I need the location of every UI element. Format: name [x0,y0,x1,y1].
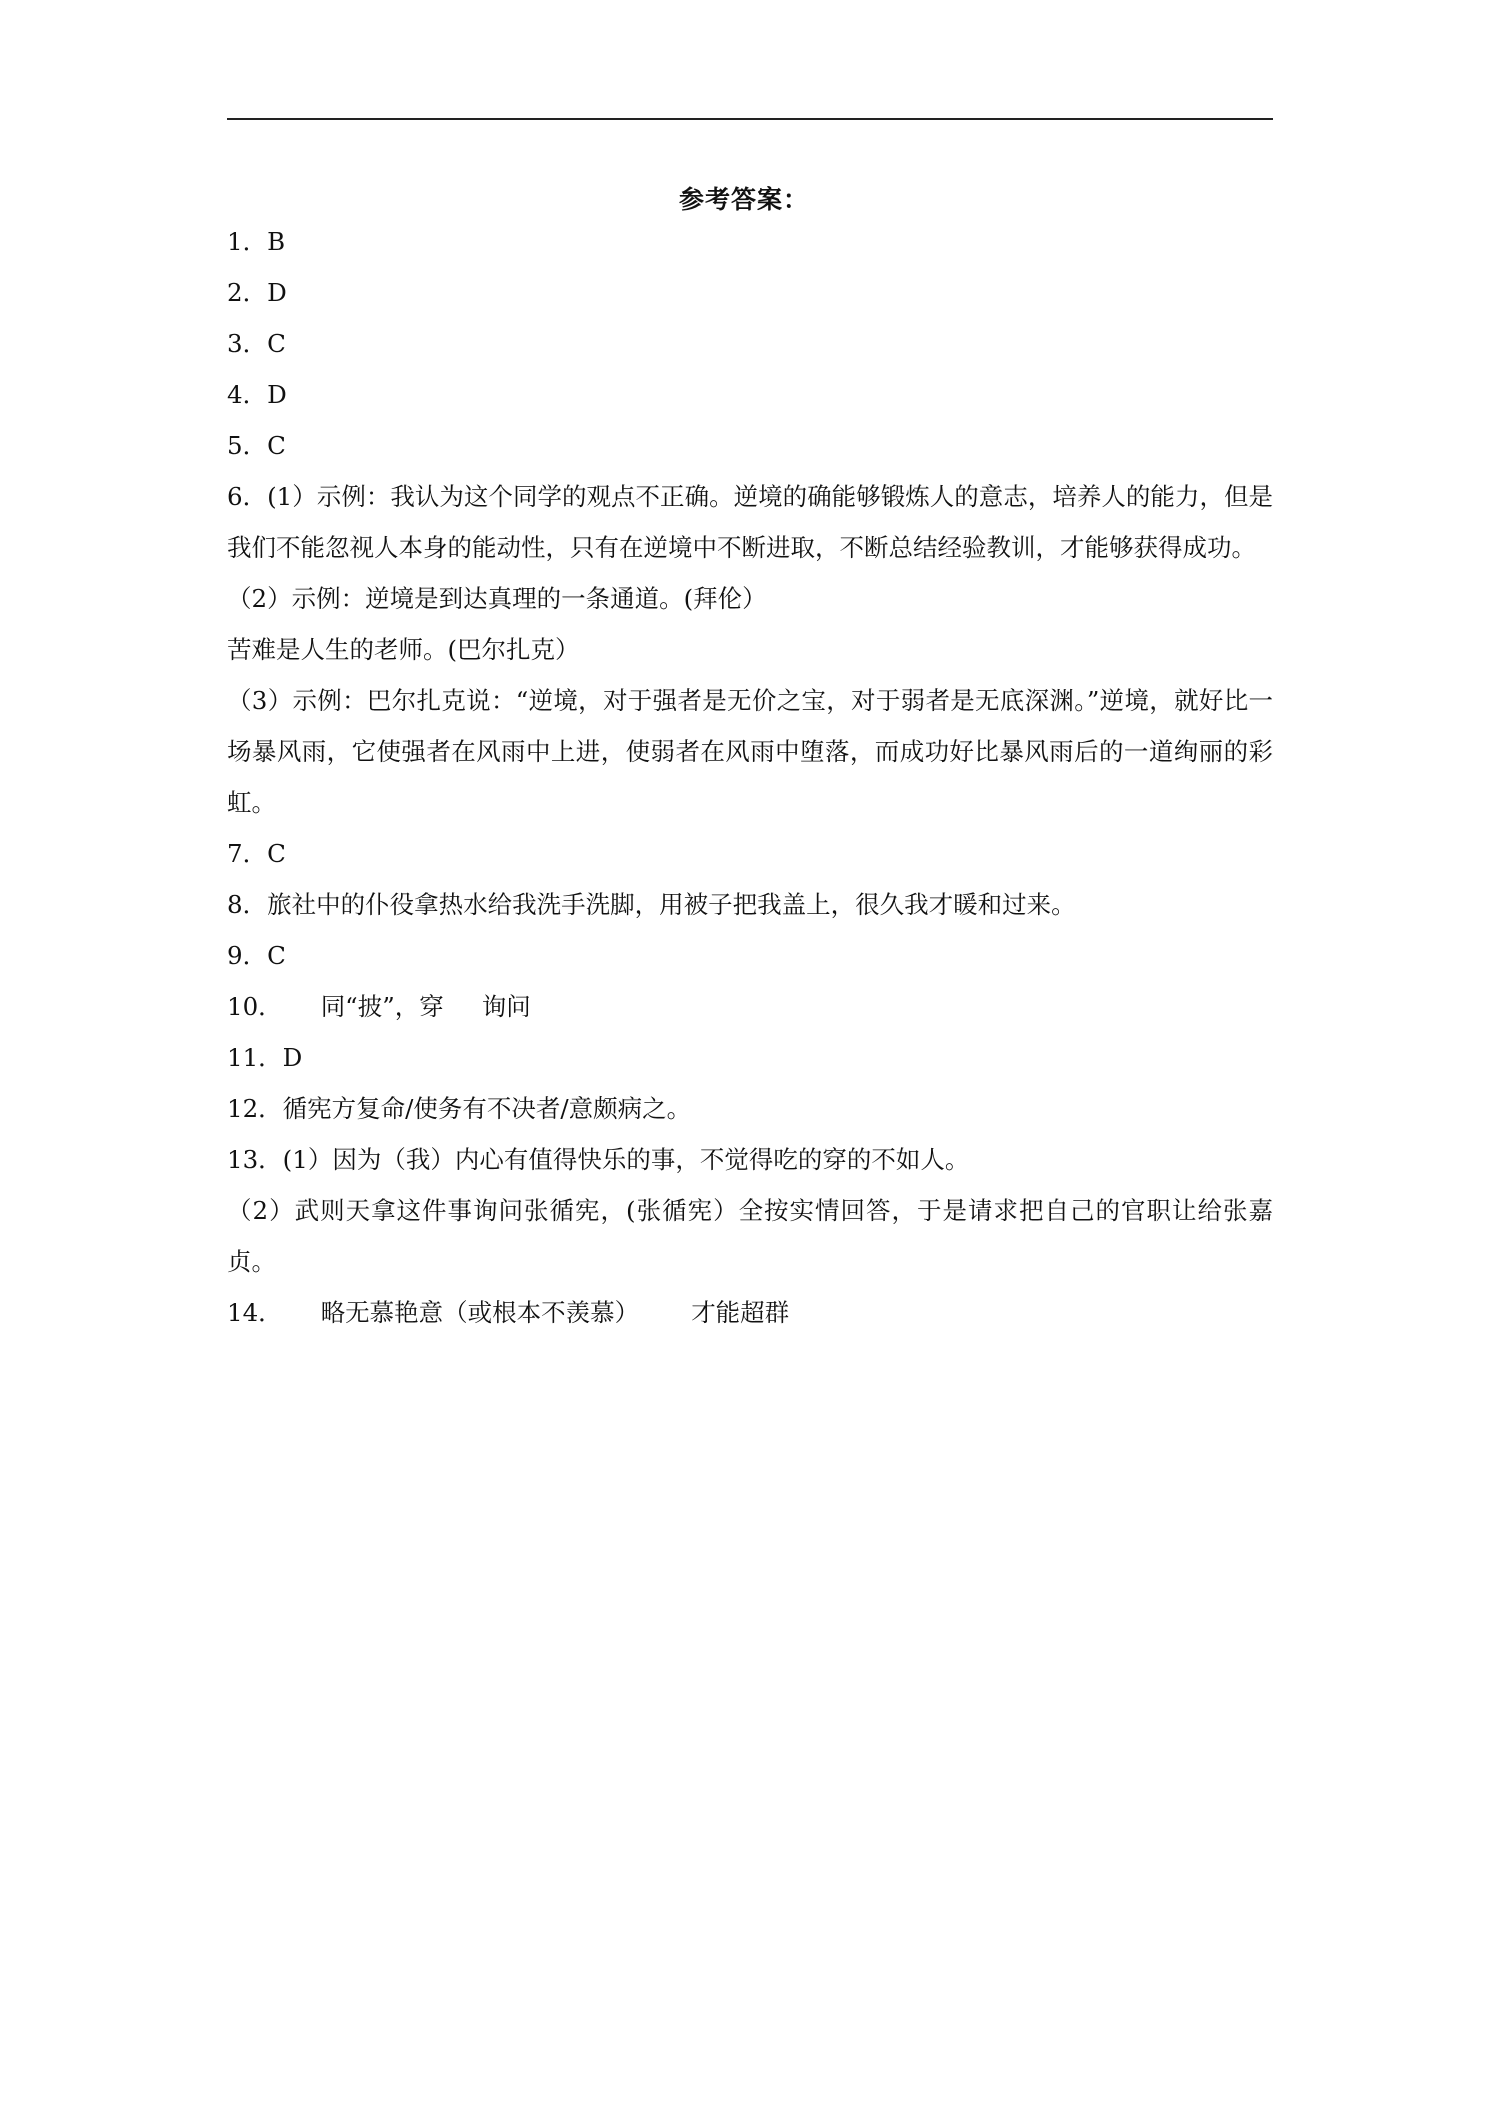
answer-6-part-2-quote-1: （2）示例：逆境是到达真理的一条通道。(拜伦） [227,584,767,613]
answer-1: 1．B [227,227,286,256]
answer-14-blank-1: 略无慕艳意（或根本不羡慕） [320,1298,640,1327]
answer-13-part-2: （2）武则天拿这件事询问张循宪，(张循宪）全按实情回答，于是请求把自己的官职让给张嘉贞。 [227,1196,1273,1276]
answer-9: 9．C [227,941,286,970]
answer-10 [227,981,1273,1032]
answer-2: 2．D [227,278,287,307]
answer-3: 3．C [227,329,286,358]
answer-14-number: 14． [227,1298,283,1327]
answer-4: 4．D [227,380,287,409]
answer-5: 5．C [227,431,286,460]
answer-14-blank-2: 才能超群 [691,1298,790,1327]
answer-10-blank-1: 同“披”，穿 [320,992,444,1021]
answer-6-part-1: 6．(1）示例：我认为这个同学的观点不正确。逆境的确能够锻炼人的意志，培养人的能力，但是我们不能忽视人本身的能动性，只有在逆境中不断进取，不断总结经验教训，才能够获得成功。 [227,482,1273,562]
answer-7: 7．C [227,839,286,868]
answer-10-number: 10． [227,992,283,1021]
answer-6-part-2-quote-2: 苦难是人生的老师。(巴尔扎克） [227,635,580,664]
answer-13-part-1: 13．(1）因为（我）内心有值得快乐的事，不觉得吃的穿的不如人。 [227,1145,970,1174]
answer-6-part-3: （3）示例：巴尔扎克说：“逆境，对于强者是无价之宝，对于弱者是无底深渊。”逆境，就好比一场暴风雨，它使强者在风雨中上进，使弱者在风雨中堕落，而成功好比暴风雨后的一道绚丽的彩虹。 [227,686,1273,817]
header-rule [227,118,1273,120]
answer-8: 8．旅社中的仆役拿热水给我洗手洗脚，用被子把我盖上，很久我才暖和过来。 [227,890,1076,919]
answer-14 [227,1287,1273,1338]
answer-12: 12．循宪方复命/使务有不决者/意颇病之。 [227,1094,692,1123]
answer-10-blank-2: 询问 [481,992,531,1021]
answer-11: 11．D [227,1043,303,1072]
answer-list [227,216,1273,1338]
page-title: 参考答案： [678,185,809,214]
